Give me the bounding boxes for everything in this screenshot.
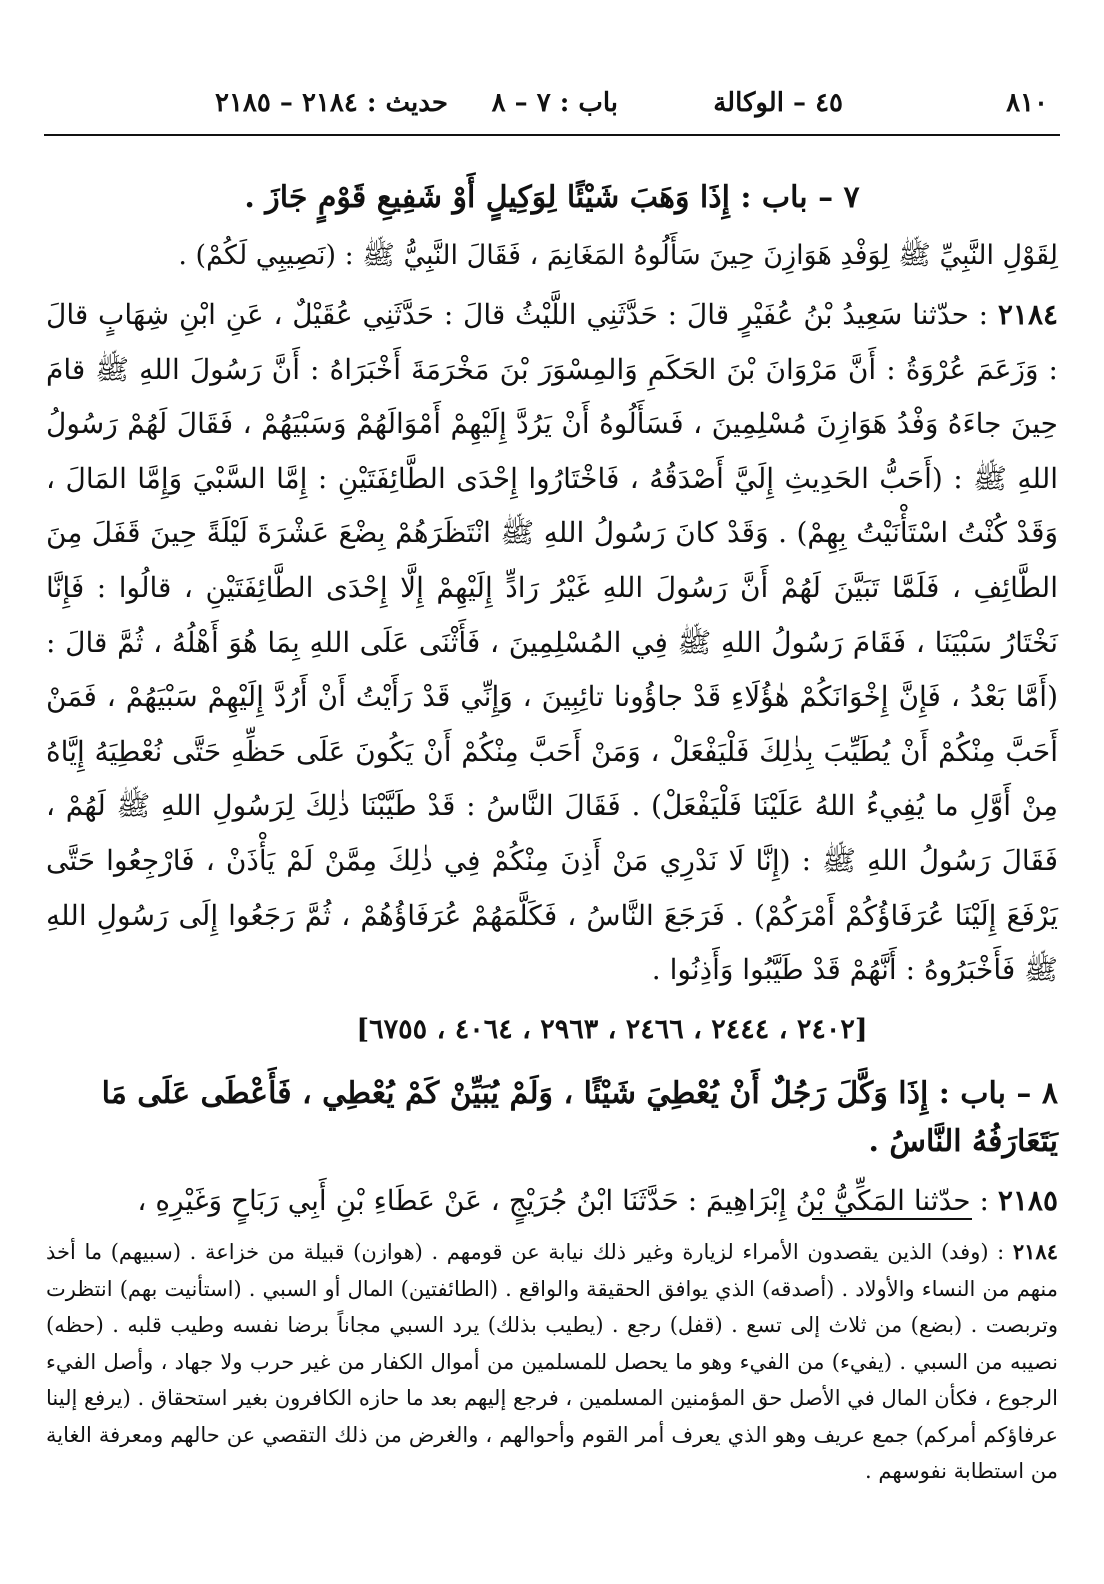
cross-references: [٢٤٠٢ ، ٢٤٤٤ ، ٢٤٦٦ ، ٢٩٦٣ ، ٤٠٦٤ ، ٦٧٥٥] <box>356 1013 868 1045</box>
hadith-2184: ٢١٨٤ : حدّثنا سَعِيدُ بْنُ عُفَيْرٍ قالَ : حَدَّثَنِي اللَّيْثُ قالَ : حَدَّثَنِي عُقَيْلٌ ، عَنِ ابْنِ شِهَابٍ قالَ : وَزَعَمَ عُرْوَةُ : أَنَّ مَرْوَانَ بْنَ الحَكَمِ وَالمِسْوَرَ بْنَ مَخْرَمَةَ أَخْبَرَاهُ : أَنَّ رَسُولَ اللهِ ﷺ قامَ حِينَ جاءَهُ وَفْدُ هَوَازِنَ مُسْلِمِينَ ، فَسَأَلُوهُ أَنْ يَرُدَّ إِلَيْهِمْ أَمْوَالَهُمْ وَسَبْيَهُمْ ، فَقَالَ لَهُمْ رَسُولُ اللهِ ﷺ : (أَحَبُّ الحَدِيثِ إِلَيَّ أَصْدَقُهُ ، فَاخْتَارُوا إِحْدَى الطَّائِفَتَيْنِ : إِمَّا السَّبْيَ وَإِمَّا المَالَ ، وَقَدْ كُنْتُ اسْتَأْنَيْتُ بِهِمْ) . وَقَدْ كانَ رَسُولُ اللهِ ﷺ انْتَظَرَهُمْ بِضْعَ عَشْرَةَ لَيْلَةً حِينَ قَفَلَ مِنَ الطَّائِفِ ، فَلَمَّا تَبَيَّنَ لَهُمْ أَنَّ رَسُولَ اللهِ غَيْرُ رَادٍّ إِلَيْهِمْ إِلَّا إِحْدَى الطَّائِفَتَيْنِ ، قالُوا : فَإِنَّا نَخْتَارُ سَبْيَنَا ، فَقَامَ رَسُولُ اللهِ ﷺ فِي المُسْلِمِينَ ، فَأَثْنَى عَلَى اللهِ بِمَا هُوَ أَهْلُهُ ، ثُمَّ قالَ : (أَمَّا بَعْدُ ، فَإِنَّ إِخْوَانَكُمْ هٰؤُلَاءِ قَدْ جاؤُونا تائِبِينَ ، وَإِنِّي قَدْ رَأَيْتُ أَنْ أَرُدَّ إِلَيْهِمْ سَبْيَهُمْ ، فَمَنْ أَحَبَّ مِنْكُمْ أَنْ يُطَيِّبَ بِذٰلِكَ فَلْيَفْعَلْ ، وَمَنْ أَحَبَّ مِنْكُمْ أَنْ يَكُونَ عَلَى حَظِّهِ حَتَّى نُعْطِيَهُ إِيَّاهُ مِنْ أَوَّلِ ما يُفِيءُ اللهُ عَلَيْنَا فَلْيَفْعَلْ) . فَقَالَ النَّاسُ : قَدْ طَيَّبْنَا ذٰلِكَ لِرَسُولِ اللهِ ﷺ لَهُمْ ، فَقَالَ رَسُولُ اللهِ ﷺ : (إِنَّا لَا نَدْرِي مَنْ أَذِنَ مِنْكُمْ فِي ذٰلِكَ مِمَّنْ لَمْ يَأْذَنْ ، فَارْجِعُوا حَتَّى يَرْفَعَ إِلَيْنَا عُرَفَاؤُكُمْ أَمْرَكُمْ) . فَرَجَعَ النَّاسُ ، فَكَلَّمَهُمْ عُرَفَاؤُهُمْ ، ثُمَّ رَجَعُوا إِلَى رَسُولِ اللهِ ﷺ فَأَخْبَرُوهُ : أَنَّهُمْ قَدْ طَيَّبُوا وَأَذِنُوا . <box>46 298 1059 987</box>
footnote-number: ٢١٨٤ <box>1012 1239 1058 1264</box>
running-header <box>46 80 1058 128</box>
footnote: ٢١٨٤ : (وفد) الذين يقصدون الأمراء لزيارة وغير ذلك نيابة عن قومهم . (هوازن) قبيلة من خزاعة . (سبيهم) ما أخذ منهم من النساء والأولاد . (أصدقه) الذي يوافق الحقيقة والواقع . (الطائفتين) المال أو السبي . (استأنيت بهم) انتظرت وتربصت . (بضع) من ثلاث إلى تسع . (قفل) رجع . (يطيب بذلك) يرد السبي مجاناً برضا نفسه وطيب قلبه . (حظه) نصيبه من السبي . (يفيء) من الفيء وهو ما يحصل للمسلمين من أموال الكفار من غير حرب ولا جهاد ، وأصل الفيء الرجوع ، فكأن المال في الأصل حق المؤمنين المسلمين ، فرجع إليهم بعد ما حازه الكافرون بغير استحقاق . (يرفع إلينا عرفاؤكم أمركم) جمع عريف وهو الذي يعرف أمر القوم وأحوالهم ، والغرض من ذلك التقصي عن حالهم ومعرفة الغاية من استطابة نفوسهم . <box>46 1239 1058 1483</box>
footnote-text: (وفد) الذين يقصدون الأمراء لزيارة وغير ذلك نيابة عن قومهم . (هوازن) قبيلة من خزاعة . (سبيهم) ما أخذ منهم من النساء والأولاد . (أصدقه) الذي يوافق الحقيقة والواقع . (الطائفتين) المال أو السبي . (استأنيت بهم) انتظرت وتربصت . (بضع) من ثلاث إلى تسع . (قفل) رجع . (يطيب بذلك) يرد السبي مجاناً برضا نفسه وطيب قلبه . (حظه) نصيبه من السبي . (يفيء) من الفيء وهو ما يحصل للمسلمين من أموال الكفار من غير حرب ولا جهاد ، وأصل الفيء الرجوع ، فكأن المال في الأصل حق المؤمنين المسلمين ، فرجع إليهم بعد ما حازه الكافرون بغير استحقاق . (يرفع إلينا عرفاؤكم أمركم) جمع عريف وهو الذي يعرف أمر القوم وأحوالهم ، والغرض من ذلك التقصي عن حالهم ومعرفة الغاية من استطابة نفوسهم . <box>46 1240 1058 1483</box>
hadith-number: ٢١٨٤ <box>997 298 1059 331</box>
hadith-text: حدّثنا المَكِّيُّ بْنُ إِبْرَاهِيمَ : حَدَّثَنَا ابْنُ جُرَيْجٍ ، عَنْ عَطَاءِ بْنِ أَبِي رَبَاحٍ وَغَيْرِهِ ، <box>137 1183 971 1217</box>
main-text <box>46 160 1058 1228</box>
hadith-2185: ٢١٨٥ : حدّثنا المَكِّيُّ بْنُ إِبْرَاهِيمَ : حَدَّثَنَا ابْنُ جُرَيْجٍ ، عَنْ عَطَاءِ بْنِ أَبِي رَبَاحٍ وَغَيْرِهِ ، <box>137 1183 1058 1217</box>
header-divider <box>44 134 1060 136</box>
page-number: ٨١٠ <box>1006 88 1048 118</box>
hadith-range: حديث : ٢١٨٤ – ٢١٨٥ <box>214 88 448 118</box>
bab-range: باب : ٧ – ٨ <box>491 88 618 118</box>
chapter-8-title: ٨ – باب : إِذَا وَكَّلَ رَجُلٌ أَنْ يُعْطِيَ شَيْئًا ، وَلَمْ يُبَيِّنْ كَمْ يُعْطِي ، فَأَعْطَى عَلَى مَا يَتَعَارَفُهُ النَّاسُ . <box>101 1075 1058 1159</box>
footnote-divider <box>812 1218 972 1220</box>
hadith-number: ٢١٨٥ <box>997 1183 1058 1217</box>
chapter-7-title: ٧ – باب : إِذَا وَهَبَ شَيْئًا لِوَكِيلٍ أَوْ شَفِيعِ قَوْمٍ جَازَ . <box>244 180 860 215</box>
chapter-7-intro: لِقَوْلِ النَّبِيِّ ﷺ لِوَفْدِ هَوَازِنَ حِينَ سَأَلُوهُ المَغَانِمَ ، فَقَالَ النَّبِيُّ ﷺ : (نَصِيبِي لَكُمْ) . <box>178 240 1058 271</box>
hadith-text: حدّثنا سَعِيدُ بْنُ عُفَيْرٍ قالَ : حَدَّثَنِي اللَّيْثُ قالَ : حَدَّثَنِي عُقَيْلٌ ، عَنِ ابْنِ شِهَابٍ قالَ : وَزَعَمَ عُرْوَةُ : أَنَّ مَرْوَانَ بْنَ الحَكَمِ وَالمِسْوَرَ بْنَ مَخْرَمَةَ أَخْبَرَاهُ : أَنَّ رَسُولَ اللهِ ﷺ قامَ حِينَ جاءَهُ وَفْدُ هَوَازِنَ مُسْلِمِينَ ، فَسَأَلُوهُ أَنْ يَرُدَّ إِلَيْهِمْ أَمْوَالَهُمْ وَسَبْيَهُمْ ، فَقَالَ لَهُمْ رَسُولُ اللهِ ﷺ : (أَحَبُّ الحَدِيثِ إِلَيَّ أَصْدَقُهُ ، فَاخْتَارُوا إِحْدَى الطَّائِفَتَيْنِ : إِمَّا السَّبْيَ وَإِمَّا المَالَ ، وَقَدْ كُنْتُ اسْتَأْنَيْتُ بِهِمْ) . وَقَدْ كانَ رَسُولُ اللهِ ﷺ انْتَظَرَهُمْ بِضْعَ عَشْرَةَ لَيْلَةً حِينَ قَفَلَ مِنَ الطَّائِفِ ، فَلَمَّا تَبَيَّنَ لَهُمْ أَنَّ رَسُولَ اللهِ غَيْرُ رَادٍّ إِلَيْهِمْ إِلَّا إِحْدَى الطَّائِفَتَيْنِ ، قالُوا : فَإِنَّا نَخْتَارُ سَبْيَنَا ، فَقَامَ رَسُولُ اللهِ ﷺ فِي المُسْلِمِينَ ، فَأَثْنَى عَلَى اللهِ بِمَا هُوَ أَهْلُهُ ، ثُمَّ قالَ : (أَمَّا بَعْدُ ، فَإِنَّ إِخْوَانَكُمْ هٰؤُلَاءِ قَدْ جاؤُونا تائِبِينَ ، وَإِنِّي قَدْ رَأَيْتُ أَنْ أَرُدَّ إِلَيْهِمْ سَبْيَهُمْ ، فَمَنْ أَحَبَّ مِنْكُمْ أَنْ يُطَيِّبَ بِذٰلِكَ فَلْيَفْعَلْ ، وَمَنْ أَحَبَّ مِنْكُمْ أَنْ يَكُونَ عَلَى حَظِّهِ حَتَّى نُعْطِيَهُ إِيَّاهُ مِنْ أَوَّلِ ما يُفِيءُ اللهُ عَلَيْنَا فَلْيَفْعَلْ) . فَقَالَ النَّاسُ : قَدْ طَيَّبْنَا ذٰلِكَ لِرَسُولِ اللهِ ﷺ لَهُمْ ، فَقَالَ رَسُولُ اللهِ ﷺ : (إِنَّا لَا نَدْرِي مَنْ أَذِنَ مِنْكُمْ فِي ذٰلِكَ مِمَّنْ لَمْ يَأْذَنْ ، فَارْجِعُوا حَتَّى يَرْفَعَ إِلَيْنَا عُرَفَاؤُكُمْ أَمْرَكُمْ) . فَرَجَعَ النَّاسُ ، فَكَلَّمَهُمْ عُرَفَاؤُهُمْ ، ثُمَّ رَجَعُوا إِلَى رَسُولِ اللهِ ﷺ فَأَخْبَرُوهُ : أَنَّهُمْ قَدْ طَيَّبُوا وَأَذِنُوا . <box>46 298 1059 987</box>
chapter-name: ٤٥ – الوكالة <box>713 88 843 118</box>
